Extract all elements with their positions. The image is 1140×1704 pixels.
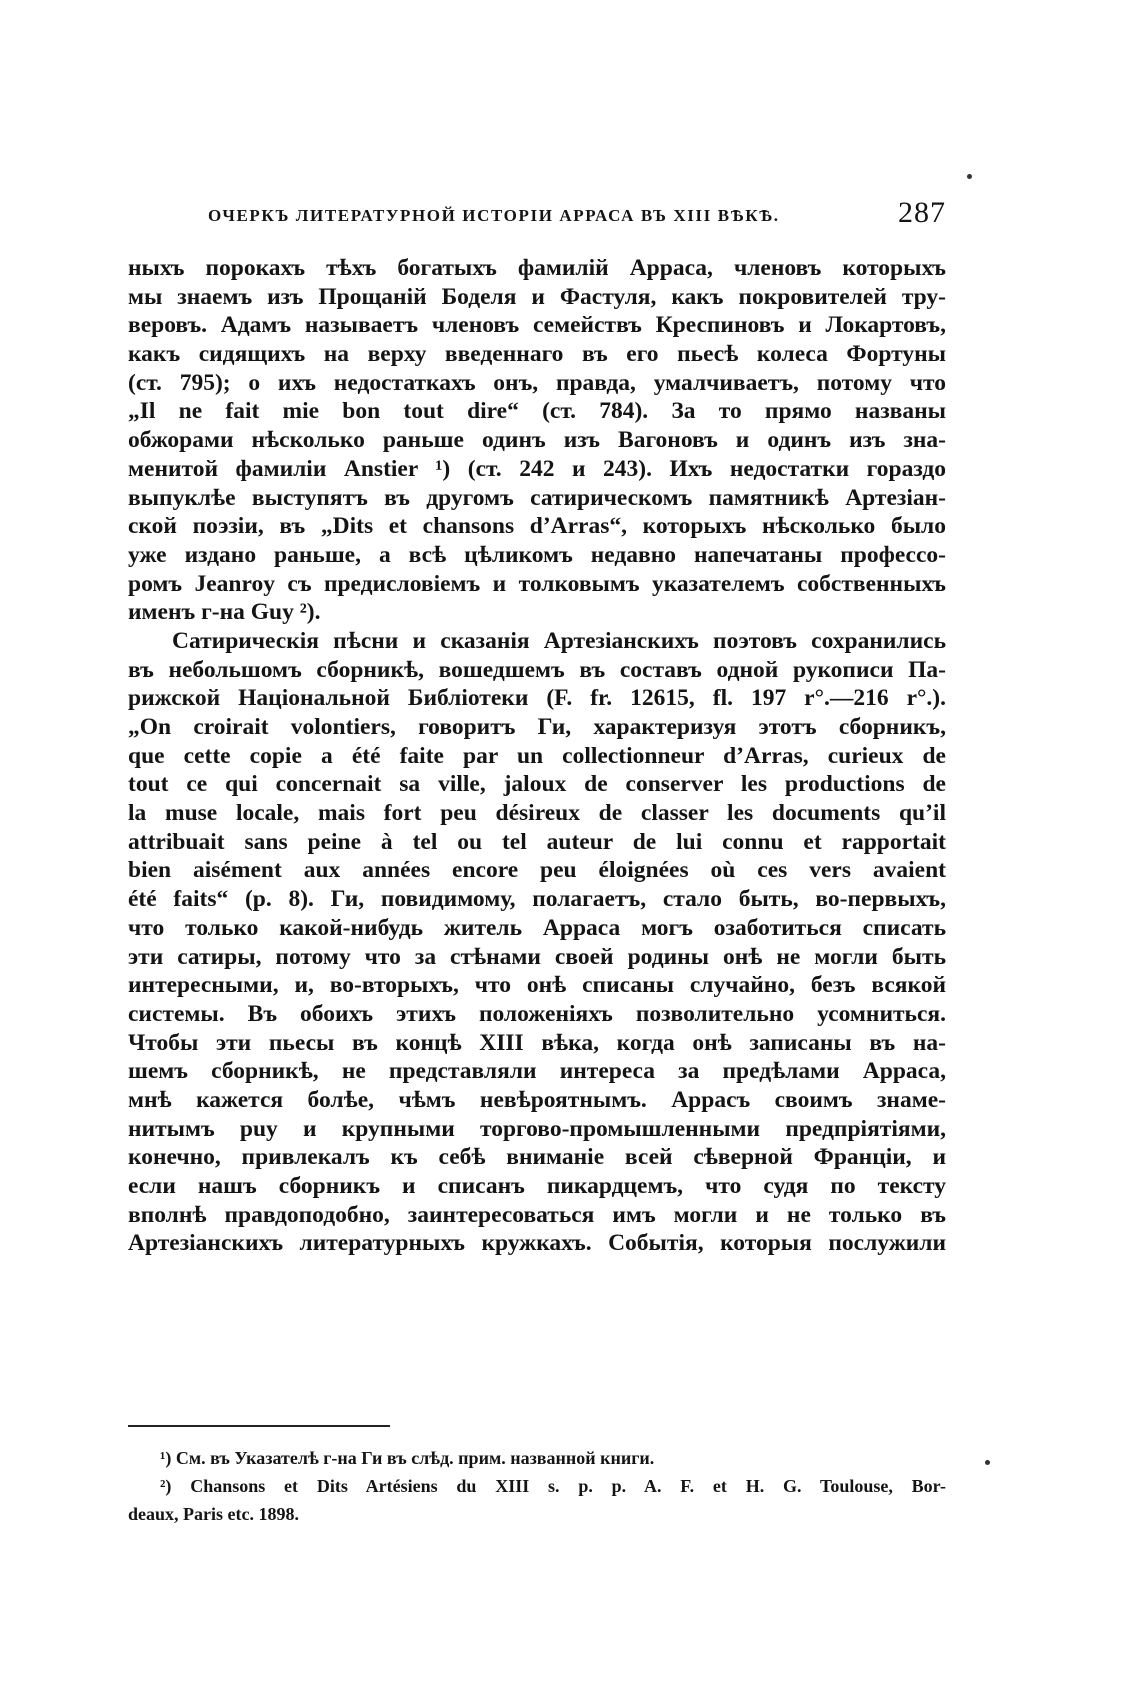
- text-line: эти сатиры, потому что за стѣнами своей родины онѣ не могли быть: [128, 943, 946, 970]
- text-line: веровъ. Адамъ называетъ членовъ семействъ Креспиновъ и Локартовъ,: [128, 312, 946, 339]
- text-line: la muse locale, mais fort peu désireux de classer les documents qu’il: [128, 800, 946, 827]
- text-line: Сатирическія пѣсни и сказанія Артезіанскихъ поэтовъ сохранились: [172, 627, 946, 654]
- text-line: какъ сидящихъ на верху введеннаго въ его пьесѣ колеса Фортуны: [128, 341, 946, 368]
- text-line: уже издано раньше, а всѣ цѣликомъ недавно напечатаны профессо-: [128, 541, 946, 568]
- text-line: bien aisément aux années encore peu éloignées où ces vers avaient: [128, 857, 946, 884]
- text-line: мнѣ кажется болѣе, чѣмъ невѣроятнымъ. Аррасъ своимъ знаме-: [128, 1086, 946, 1113]
- footnote-1: ¹) См. въ Указателѣ г-на Ги въ слѣд. прим. названной книги.: [160, 1448, 655, 1468]
- body-text: [128, 254, 946, 1258]
- text-line: нитымъ puy и крупными торгово-промышленными предпріятіями,: [128, 1115, 946, 1142]
- running-title: ОЧЕРКЪ ЛИТЕРАТУРНОЙ ИСТОРІИ АРРАСА ВЪ XIII ВѢКѢ.: [208, 206, 780, 225]
- text-line: tout ce qui concernait sa ville, jaloux de conserver les productions de: [128, 771, 946, 798]
- paragraph-2: [128, 627, 946, 1258]
- text-line: „On croirait volontiers, говоритъ Ги, характеризуя этотъ сборникъ,: [128, 714, 946, 740]
- text-line: Чтобы эти пьесы въ концѣ XIII вѣка, когда онѣ записаны въ на-: [128, 1029, 946, 1056]
- running-header: [208, 196, 946, 236]
- text-line: ныхъ порокахъ тѣхъ богатыхъ фамилій Арраса, членовъ которыхъ: [128, 255, 946, 281]
- page-number: 287: [898, 196, 946, 229]
- text-line: рижской Національной Библіотеки (F. fr. 12615, fl. 197 r°.—216 r°.).: [128, 685, 946, 712]
- text-line: (ст. 795); о ихъ недостаткахъ онъ, правда, умалчиваетъ, потому что: [128, 369, 946, 396]
- text-line: выпуклѣе выступятъ въ другомъ сатирическомъ памятникѣ Артезіан-: [128, 484, 946, 511]
- paragraph-1: [128, 254, 946, 627]
- text-line: вполнѣ правдоподобно, заинтересоваться имъ могли и не только въ: [128, 1201, 946, 1228]
- footnote-2-line-2: deaux, Paris etc. 1898.: [128, 1504, 299, 1524]
- text-line: шемъ сборникѣ, не представляли интереса за предѣлами Арраса,: [128, 1058, 946, 1085]
- text-line: если нашъ сборникъ и списанъ пикардцемъ, что судя по тексту: [128, 1173, 946, 1199]
- text-line: мы знаемъ изъ Прощаній Боделя и Фастуля, какъ покровителей тру-: [128, 283, 946, 310]
- text-line: „Il ne fait mie bon tout dire“ (ст. 784). За то прямо названы: [128, 398, 946, 425]
- footnote-divider: [128, 1425, 390, 1427]
- text-line: менитой фамиліи Anstier ¹) (ст. 242 и 243). Ихъ недостатки гораздо: [128, 455, 946, 482]
- footnotes: [128, 1444, 946, 1528]
- text-line: обжорами нѣсколько раньше одинъ изъ Вагоновъ и одинъ изъ зна-: [128, 427, 946, 454]
- footnote-2-line-1: ²) Chansons et Dits Artésiens du XIII s. p. p. A. F. et H. G. Toulouse, Bor-: [160, 1476, 946, 1496]
- text-line: конечно, привлекалъ къ себѣ вниманіе всей сѣверной Франціи, и: [128, 1144, 946, 1171]
- text-line: въ небольшомъ сборникѣ, вошедшемъ въ составъ одной рукописи Па-: [128, 656, 946, 683]
- scan-speck: [967, 174, 972, 179]
- text-line: именъ г-на Guy ²).: [128, 599, 321, 626]
- text-line: été faits“ (p. 8). Ги, повидимому, полагаетъ, стало быть, во-первыхъ,: [128, 886, 946, 913]
- text-line: Артезіанскихъ литературныхъ кружкахъ. Событія, которыя послужили: [128, 1230, 946, 1257]
- text-line: ромъ Jeanroy съ предисловіемъ и толковымъ указателемъ собственныхъ: [128, 570, 946, 597]
- text-line: que cette copie a été faite par un collectionneur d’Arras, curieux de: [128, 742, 946, 769]
- text-line: интересными, и, во-вторыхъ, что онѣ списаны случайно, безъ всякой: [128, 972, 946, 999]
- scan-speck: [985, 1460, 990, 1465]
- text-line: ской поэзіи, въ „Dits et chansons d’Arras“, которыхъ нѣсколько было: [128, 513, 946, 540]
- text-line: attribuait sans peine à tel ou tel auteur de lui connu et rapportait: [128, 828, 946, 855]
- text-line: системы. Въ обоихъ этихъ положеніяхъ позволительно усомниться.: [128, 1000, 946, 1027]
- text-line: что только какой-нибудь житель Арраса могъ озаботиться списать: [128, 914, 946, 941]
